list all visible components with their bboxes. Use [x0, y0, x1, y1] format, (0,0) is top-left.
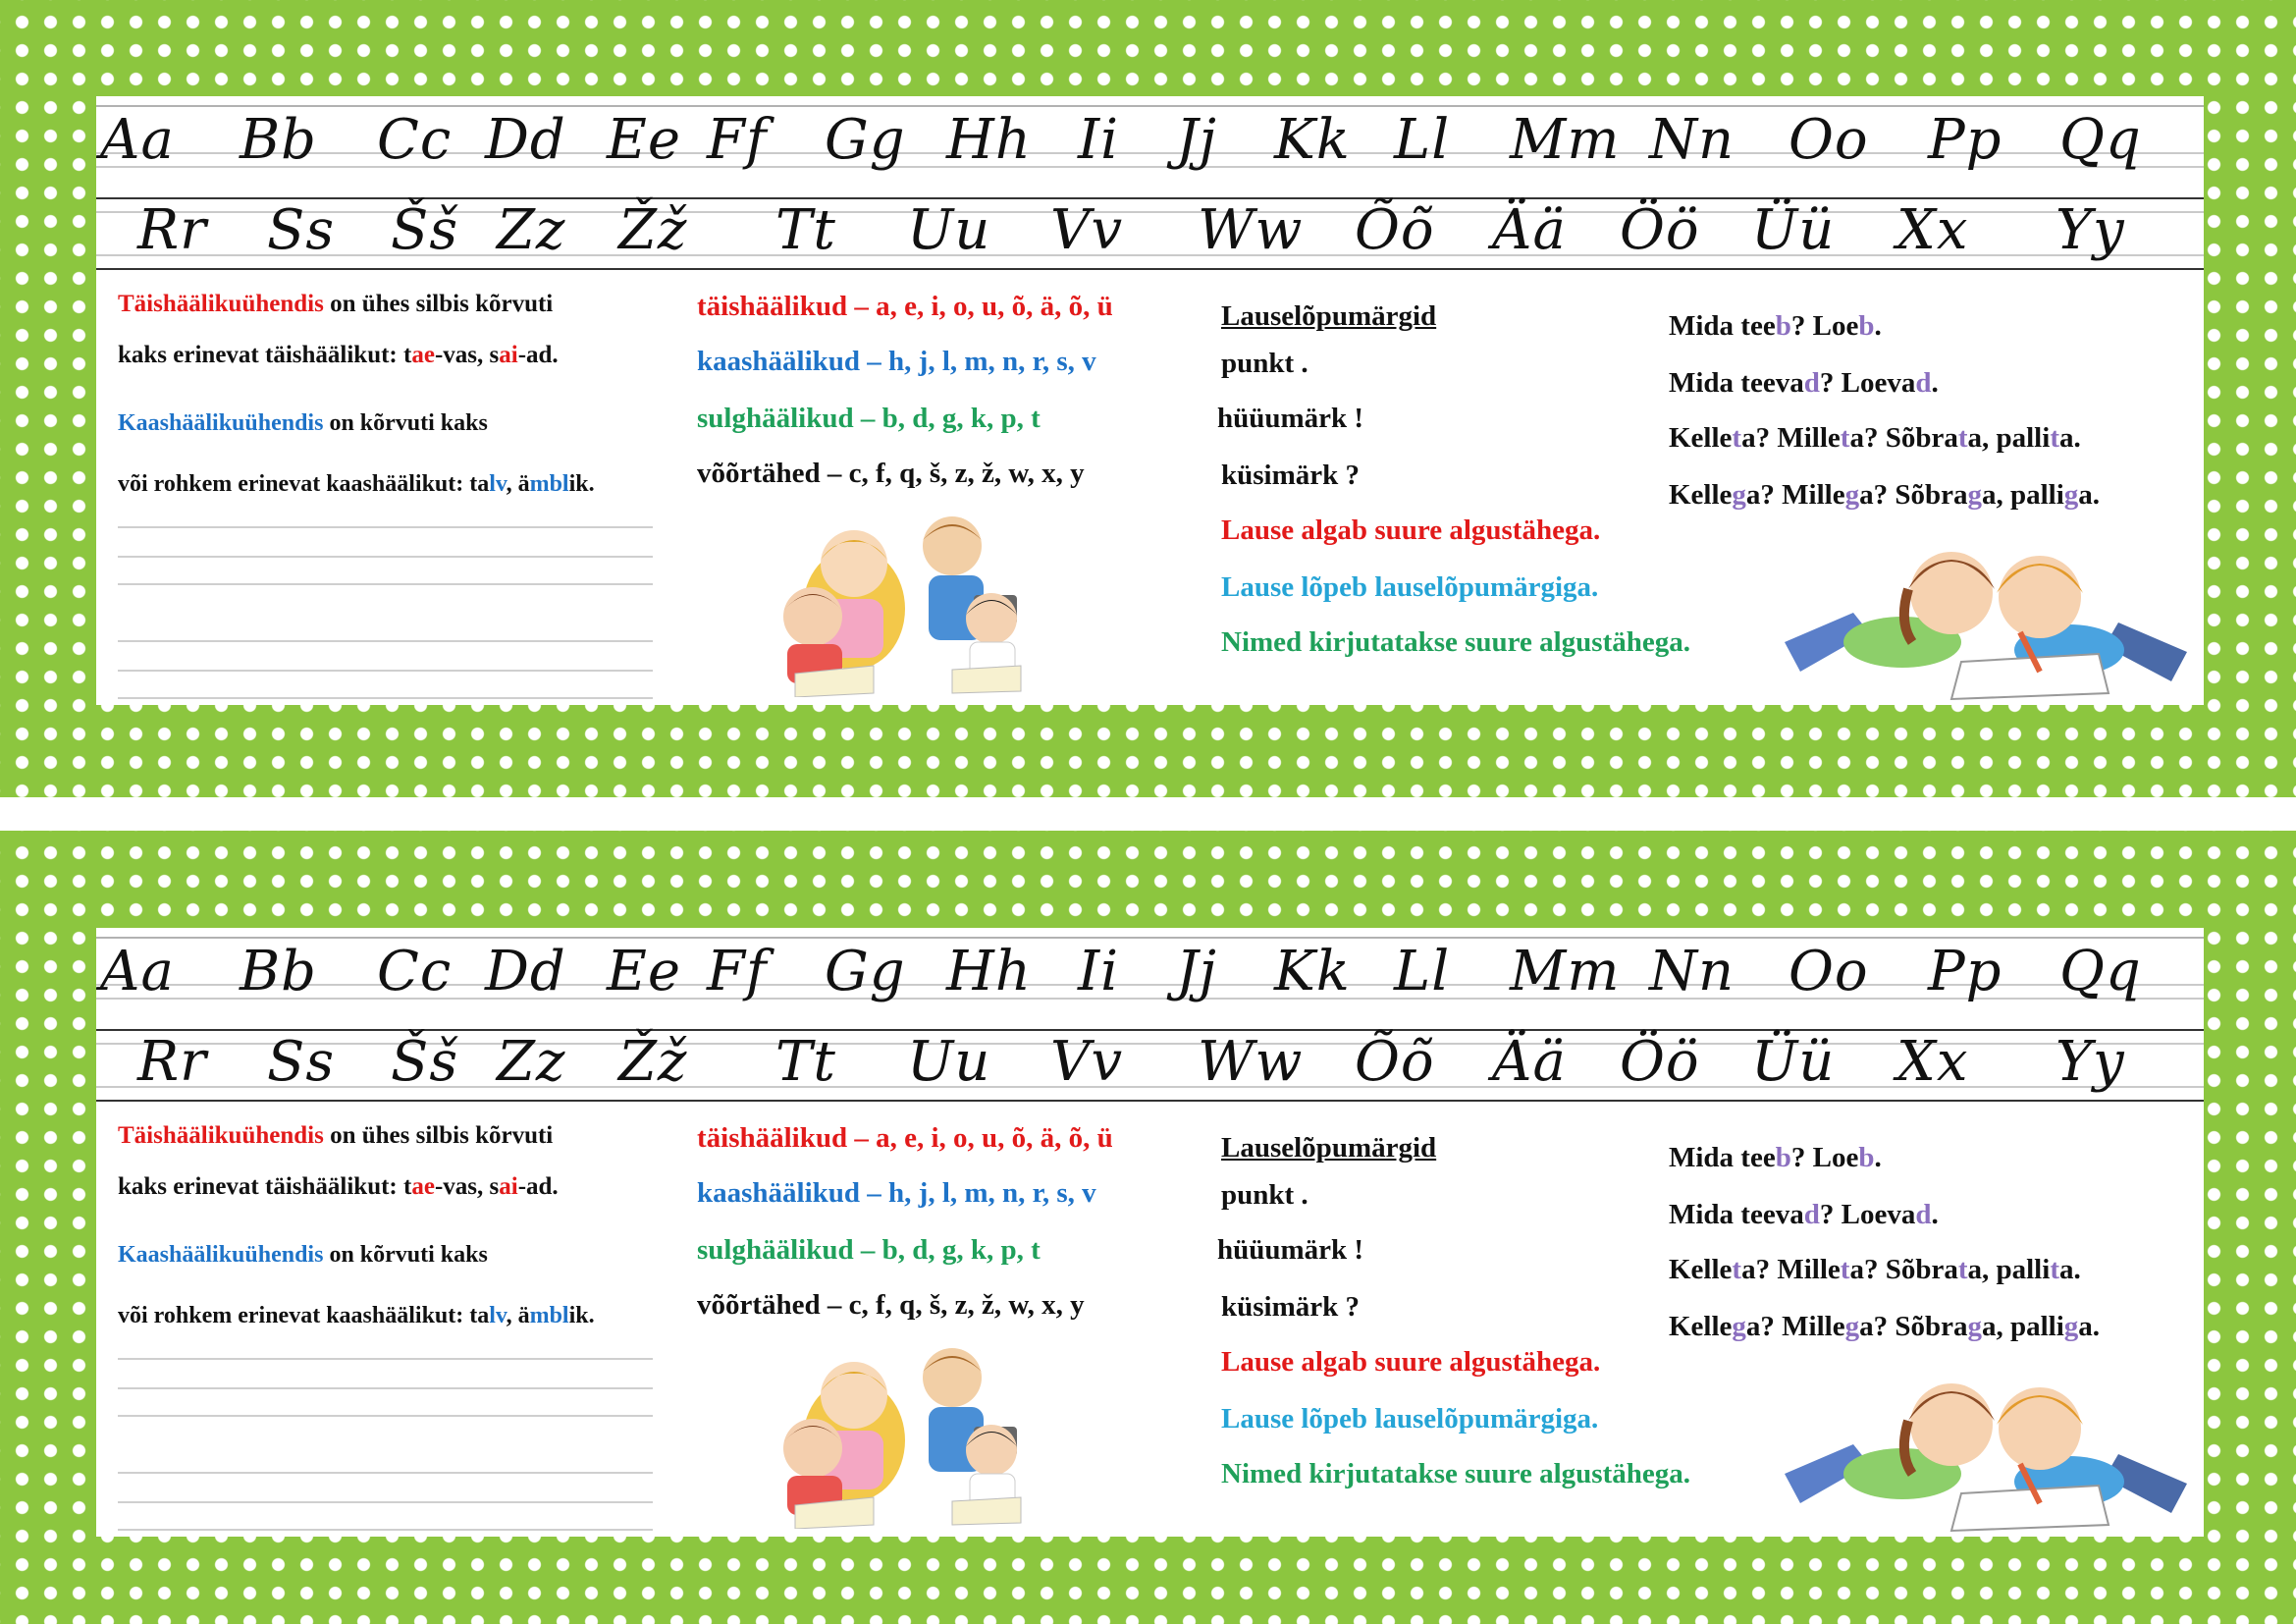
text-segment: ik.: [568, 471, 595, 497]
text-segment: a.: [2078, 1311, 2101, 1342]
alphabet-letter-pair: Šš: [391, 1030, 459, 1094]
text-segment: .: [1931, 367, 1939, 399]
alphabet-letter-pair: Uu: [907, 198, 991, 262]
text-segment: ae: [411, 342, 435, 368]
word-ending-examples: [1669, 283, 2204, 705]
alphabet-letter-pair: Jj: [1176, 108, 1217, 172]
text-segment: a.: [2078, 479, 2101, 511]
alphabet-letter-pair: Ll: [1394, 940, 1451, 1003]
alphabet-letter-pair: Qq: [2059, 108, 2142, 172]
alphabet-letter-pair: Üü: [1751, 1030, 1836, 1094]
text-segment: t: [1840, 422, 1850, 454]
alphabet-letter-pair: Aa: [100, 940, 175, 1003]
alphabet-letter-pair: Oo: [1789, 108, 1869, 172]
text-segment: d: [1915, 367, 1932, 399]
text-segment: lv: [489, 471, 507, 497]
text-segment: g: [1732, 479, 1746, 511]
text-segment: b: [1858, 1142, 1875, 1173]
text-segment: ai: [499, 342, 518, 368]
text-segment: g: [1967, 1311, 1982, 1342]
text-segment: g: [1844, 1311, 1860, 1342]
alphabet-letter-pair: Ss: [267, 1030, 336, 1094]
text-segment: on ühes silbis kõrvuti: [323, 291, 554, 317]
text-segment: Mida teeva: [1669, 367, 1804, 399]
alphabet-letter-pair: Zz: [497, 1030, 566, 1094]
alphabet-letter-pair: Mm: [1510, 108, 1621, 172]
vowels-line: täishäälikud – a, e, i, o, u, õ, ä, õ, ü: [697, 291, 1113, 322]
text-segment: Kelle: [1669, 422, 1733, 454]
writing-line: [118, 670, 653, 672]
alphabet-letter-pair: Gg: [825, 940, 906, 1003]
text-segment: ae: [411, 1173, 435, 1200]
rule-line-3: [118, 410, 488, 437]
writing-line: [118, 640, 653, 642]
writing-line: [118, 583, 653, 585]
alphabet-letter-pair: Bb: [240, 940, 317, 1003]
punctuation-title: Lauselõpumärgid: [1221, 300, 1437, 332]
exclamation-line: hüüumärk !: [1217, 403, 1364, 434]
alphabet-letter-pair: Žž: [618, 198, 688, 262]
alphabet-letter-pair: Hh: [946, 108, 1032, 172]
text-segment: t: [1840, 1254, 1850, 1285]
consonants-line: kaashäälikud – h, j, l, m, n, r, s, v: [697, 346, 1096, 377]
vowel-consonant-rules: [118, 283, 667, 705]
punctuation-title: Lauselõpumärgid: [1221, 1132, 1437, 1164]
alphabet-letter-pair: Šš: [391, 198, 459, 262]
text-segment: a, palli: [1967, 422, 2051, 454]
alphabet-letter-pair: Ää: [1492, 198, 1567, 262]
text-segment: g: [2063, 479, 2079, 511]
alphabet-letter-pair: Uu: [907, 1030, 991, 1094]
text-segment: a, palli: [1967, 1254, 2051, 1285]
text-segment: ik.: [568, 1303, 595, 1328]
children-reading-illustration: [756, 501, 1080, 697]
text-segment: a.: [2058, 422, 2081, 454]
alphabet-letter-pair: Pp: [1928, 108, 2002, 172]
alphabet-letter-pair: Tt: [775, 1030, 836, 1094]
text-segment: a? Sõbra: [1849, 1254, 1958, 1285]
text-segment: a? Mille: [1741, 422, 1841, 454]
writing-line: [118, 1472, 653, 1474]
text-segment: g: [2063, 1311, 2079, 1342]
text-segment: Mida tee: [1669, 1142, 1776, 1173]
text-segment: kaks erinevat täishäälikut: t: [118, 1173, 412, 1200]
period-line: punkt .: [1221, 348, 1308, 379]
word-ending-examples: [1669, 1114, 2204, 1537]
rule-line-1: [118, 1122, 553, 1150]
example-line-1: [1669, 310, 1882, 343]
cursive-alphabet: [96, 928, 2204, 1114]
text-segment: kaks erinevat täishäälikut: t: [118, 342, 412, 368]
writing-line: [118, 697, 653, 699]
example-line-2: [1669, 1199, 1939, 1231]
text-segment: või rohkem erinevat kaashäälikut: ta: [118, 471, 490, 497]
letter-groups: [697, 283, 1286, 705]
text-segment: b: [1775, 1142, 1791, 1173]
children-writing-illustration: [1775, 524, 2204, 701]
text-segment: .: [1874, 310, 1882, 342]
rule-line-4: [118, 1303, 595, 1329]
alphabet-letter-pair: Ii: [1078, 108, 1120, 172]
text-segment: või rohkem erinevat kaashäälikut: ta: [118, 1303, 490, 1328]
names-capital-rule: Nimed kirjutatakse suure algustähega.: [1221, 1458, 1690, 1489]
text-segment: ? Loeva: [1819, 367, 1916, 399]
alphabet-letter-pair: Dd: [485, 940, 566, 1003]
exclamation-line: hüüumärk !: [1217, 1234, 1364, 1266]
alphabet-letter-pair: Rr: [137, 1030, 207, 1094]
alphabet-letter-pair: Ff: [707, 940, 768, 1003]
text-segment: -ad.: [517, 1173, 559, 1200]
alphabet-letter-pair: Vv: [1050, 198, 1124, 262]
alphabet-letter-pair: Jj: [1176, 940, 1217, 1003]
alphabet-letter-pair: Yy: [2056, 1030, 2125, 1094]
rule-line-4: [118, 471, 595, 498]
writing-line: [118, 526, 653, 528]
text-segment: Kelle: [1669, 1311, 1733, 1342]
alphabet-letter-pair: Cc: [377, 940, 453, 1003]
alphabet-letter-pair: Ee: [607, 940, 682, 1003]
alphabet-letter-pair: Hh: [946, 940, 1032, 1003]
capital-start-rule: Lause algab suure algustähega.: [1221, 514, 1601, 546]
text-segment: b: [1775, 310, 1791, 342]
alphabet-letter-pair: Üü: [1751, 198, 1836, 262]
alphabet-letter-pair: Öö: [1620, 1030, 1700, 1094]
text-segment: ? Loe: [1790, 310, 1859, 342]
vowel-consonant-rules: [118, 1114, 667, 1537]
names-capital-rule: Nimed kirjutatakse suure algustähega.: [1221, 626, 1690, 658]
alphabet-letter-pair: Pp: [1928, 940, 2002, 1003]
text-segment: Kelle: [1669, 1254, 1733, 1285]
stop-consonants-line: sulghäälikud – b, d, g, k, p, t: [697, 1234, 1041, 1266]
alphabet-letter-pair: Bb: [240, 108, 317, 172]
rule-line-1: [118, 291, 553, 318]
alphabet-letter-pair: Ss: [267, 198, 336, 262]
alphabet-letter-pair: Öö: [1620, 198, 1700, 262]
letter-groups: [697, 1114, 1286, 1537]
text-segment: lv: [489, 1303, 507, 1328]
text-segment: a? Mille: [1741, 1254, 1841, 1285]
alphabet-letter-pair: Oo: [1789, 940, 1869, 1003]
alphabet-letter-pair: Dd: [485, 108, 566, 172]
alphabet-letter-pair: Kk: [1274, 940, 1351, 1003]
text-segment: Kaashäälikuühendis: [118, 1242, 324, 1268]
text-segment: ai: [499, 1173, 518, 1200]
text-segment: Täishäälikuühendis: [118, 291, 324, 317]
text-segment: mbl: [529, 1303, 569, 1328]
example-line-4: [1669, 1311, 2100, 1343]
writing-line: [118, 1501, 653, 1503]
example-line-3: [1669, 1254, 2081, 1286]
text-segment: t: [1732, 422, 1742, 454]
writing-line: [118, 1415, 653, 1417]
text-segment: t: [2050, 422, 2059, 454]
text-segment: -vas, s: [434, 1173, 500, 1200]
alphabet-letter-pair: Xx: [1896, 198, 1969, 262]
text-segment: a, palli: [1981, 1311, 2064, 1342]
text-segment: g: [1967, 479, 1982, 511]
alphabet-letter-pair: Ww: [1198, 1030, 1304, 1094]
alphabet-letter-pair: Rr: [137, 198, 207, 262]
alphabet-letter-pair: Yy: [2056, 198, 2125, 262]
example-line-2: [1669, 367, 1939, 400]
writing-line: [118, 1529, 653, 1531]
text-segment: ? Loeva: [1819, 1199, 1916, 1230]
text-segment: on ühes silbis kõrvuti: [323, 1122, 554, 1149]
text-segment: a? Mille: [1745, 479, 1845, 511]
alphabet-letter-pair: Õõ: [1355, 198, 1435, 262]
text-segment: g: [1732, 1311, 1746, 1342]
text-segment: mbl: [529, 471, 569, 497]
text-segment: t: [1957, 1254, 1968, 1285]
text-segment: Täishäälikuühendis: [118, 1122, 324, 1149]
rule-line-3: [118, 1242, 488, 1269]
writing-line: [118, 1387, 653, 1389]
text-segment: t: [1957, 422, 1968, 454]
question-line: küsimärk ?: [1221, 460, 1361, 491]
text-segment: g: [1844, 479, 1860, 511]
alphabet-letter-pair: Cc: [377, 108, 453, 172]
alphabet-letter-pair: Ll: [1394, 108, 1451, 172]
writing-line: [118, 556, 653, 558]
text-segment: Mida tee: [1669, 310, 1776, 342]
example-line-1: [1669, 1142, 1882, 1174]
vowels-line: täishäälikud – a, e, i, o, u, õ, ä, õ, ü: [697, 1122, 1113, 1154]
text-segment: .: [1931, 1199, 1939, 1230]
text-segment: ? Loe: [1790, 1142, 1859, 1173]
text-segment: on kõrvuti kaks: [323, 1242, 488, 1268]
alphabet-letter-pair: Qq: [2059, 940, 2142, 1003]
example-line-4: [1669, 479, 2100, 512]
consonants-line: kaashäälikud – h, j, l, m, n, r, s, v: [697, 1177, 1096, 1209]
alphabet-letter-pair: Ee: [607, 108, 682, 172]
text-segment: Kelle: [1669, 479, 1733, 511]
text-segment: Mida teeva: [1669, 1199, 1804, 1230]
alphabet-letter-pair: Ww: [1198, 198, 1304, 262]
text-segment: -vas, s: [434, 342, 500, 368]
alphabet-row-2: [96, 196, 2204, 275]
alphabet-row-1: [96, 106, 2204, 185]
alphabet-letter-pair: Nn: [1649, 940, 1735, 1003]
alphabet-letter-pair: Tt: [775, 198, 836, 262]
alphabet-letter-pair: Ii: [1078, 940, 1120, 1003]
alphabet-row-1: [96, 938, 2204, 1016]
end-mark-rule: Lause lõpeb lauselõpumärgiga.: [1221, 1403, 1599, 1435]
example-line-3: [1669, 422, 2081, 455]
text-segment: on kõrvuti kaks: [323, 410, 488, 436]
text-segment: d: [1803, 1199, 1820, 1230]
text-segment: t: [1732, 1254, 1742, 1285]
writing-line: [118, 1358, 653, 1360]
alphabet-letter-pair: Vv: [1050, 1030, 1124, 1094]
cursive-alphabet: [96, 96, 2204, 283]
alphabet-card: [96, 96, 2204, 705]
alphabet-letter-pair: Aa: [100, 108, 175, 172]
text-segment: a? Sõbra: [1859, 479, 1968, 511]
alphabet-row-2: [96, 1028, 2204, 1107]
alphabet-letter-pair: Mm: [1510, 940, 1621, 1003]
alphabet-letter-pair: Ff: [707, 108, 768, 172]
question-line: küsimärk ?: [1221, 1291, 1361, 1323]
text-segment: a? Mille: [1745, 1311, 1845, 1342]
children-reading-illustration: [756, 1332, 1080, 1529]
text-segment: a.: [2058, 1254, 2081, 1285]
text-segment: .: [1874, 1142, 1882, 1173]
foreign-letters-line: võõrtähed – c, f, q, š, z, ž, w, x, y: [697, 458, 1085, 489]
text-segment: -ad.: [517, 342, 559, 368]
alphabet-letter-pair: Nn: [1649, 108, 1735, 172]
alphabet-card: [96, 928, 2204, 1537]
foreign-letters-line: võõrtähed – c, f, q, š, z, ž, w, x, y: [697, 1289, 1085, 1321]
text-segment: a? Sõbra: [1849, 422, 1958, 454]
text-segment: t: [2050, 1254, 2059, 1285]
text-segment: b: [1858, 310, 1875, 342]
alphabet-letter-pair: Kk: [1274, 108, 1351, 172]
text-segment: d: [1803, 367, 1820, 399]
alphabet-letter-pair: Xx: [1896, 1030, 1969, 1094]
text-segment: , ä: [506, 1303, 530, 1328]
stop-consonants-line: sulghäälikud – b, d, g, k, p, t: [697, 403, 1041, 434]
alphabet-letter-pair: Ää: [1492, 1030, 1567, 1094]
period-line: punkt .: [1221, 1179, 1308, 1211]
rule-line-2: [118, 1173, 559, 1201]
rule-line-2: [118, 342, 559, 369]
children-writing-illustration: [1775, 1356, 2204, 1533]
text-segment: a, palli: [1981, 479, 2064, 511]
capital-start-rule: Lause algab suure algustähega.: [1221, 1346, 1601, 1378]
alphabet-letter-pair: Gg: [825, 108, 906, 172]
end-mark-rule: Lause lõpeb lauselõpumärgiga.: [1221, 571, 1599, 603]
alphabet-letter-pair: Õõ: [1355, 1030, 1435, 1094]
text-segment: a? Sõbra: [1859, 1311, 1968, 1342]
text-segment: Kaashäälikuühendis: [118, 410, 324, 436]
alphabet-letter-pair: Žž: [618, 1030, 688, 1094]
alphabet-letter-pair: Zz: [497, 198, 566, 262]
text-segment: , ä: [506, 471, 530, 497]
text-segment: d: [1915, 1199, 1932, 1230]
